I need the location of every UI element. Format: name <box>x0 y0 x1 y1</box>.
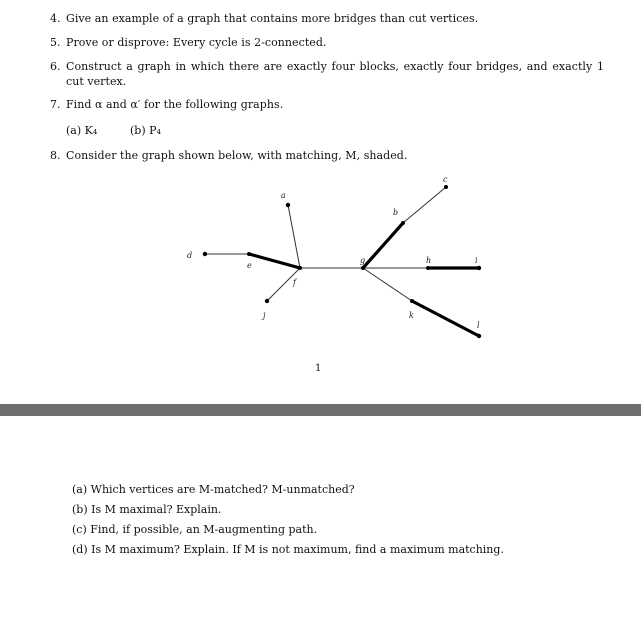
question-7-part-a: (a) K₄ <box>66 124 98 137</box>
page-bottom <box>0 416 641 618</box>
vertex-label-e: e <box>247 261 252 270</box>
sub-question-c: (c) Find, if possible, an M-augmenting path. <box>72 523 318 536</box>
vertex-label-f: f <box>293 278 296 287</box>
question-text: Find α and α′ for the following graphs. <box>66 98 284 111</box>
vertex-b <box>401 221 405 225</box>
vertex-e <box>247 252 251 256</box>
matching-edge-k-l <box>412 301 479 336</box>
question-number: 6. <box>50 60 61 73</box>
vertex-label-h: h <box>426 256 432 265</box>
vertex-label-d: d <box>187 251 193 260</box>
question-text: Give an example of a graph that contains more bridges than cut vertices. <box>66 12 479 25</box>
question-text: Consider the graph shown below, with matching, M, shaded. <box>66 149 408 162</box>
vertex-label-b: b <box>393 208 399 217</box>
vertex-l <box>477 334 481 338</box>
edge-g-k <box>363 268 412 301</box>
vertex-label-a: a <box>281 191 286 200</box>
question-text: Construct a graph in which there are exactly four blocks, exactly four bridges, and exactly 1 cut vertex. <box>66 60 604 88</box>
vertex-c <box>444 185 448 189</box>
question-number: 4. <box>50 12 61 25</box>
vertex-j <box>265 299 269 303</box>
vertex-label-j: j <box>263 311 266 320</box>
question-text: Prove or disprove: Every cycle is 2-connected. <box>66 36 327 49</box>
vertex-d <box>203 252 207 256</box>
question-number: 5. <box>50 36 61 49</box>
vertex-label-l: l <box>477 321 480 330</box>
vertex-g <box>361 266 365 270</box>
vertex-i <box>477 266 481 270</box>
edge-a-f <box>288 205 300 268</box>
sub-question-d: (d) Is M maximum? Explain. If M is not maximum, find a maximum matching. <box>72 543 504 556</box>
sub-question-a: (a) Which vertices are M-matched? M-unmatched? <box>72 483 355 496</box>
vertex-a <box>286 203 290 207</box>
question-7-part-b: (b) P₄ <box>130 124 161 137</box>
matching-edge-g-b <box>363 223 403 268</box>
vertex-k <box>410 299 414 303</box>
page-divider <box>0 404 641 416</box>
matching-edge-e-f <box>249 254 300 268</box>
question-number: 7. <box>50 98 61 111</box>
edge-b-c <box>403 187 446 223</box>
vertex-label-k: k <box>409 311 414 320</box>
vertex-label-i: i <box>475 256 478 265</box>
vertex-h <box>426 266 430 270</box>
vertex-label-c: c <box>443 175 448 184</box>
question-number: 8. <box>50 149 61 162</box>
sub-question-b: (b) Is M maximal? Explain. <box>72 503 222 516</box>
page-number: 1 <box>315 363 322 374</box>
vertex-f <box>298 266 302 270</box>
vertex-label-g: g <box>360 256 366 265</box>
